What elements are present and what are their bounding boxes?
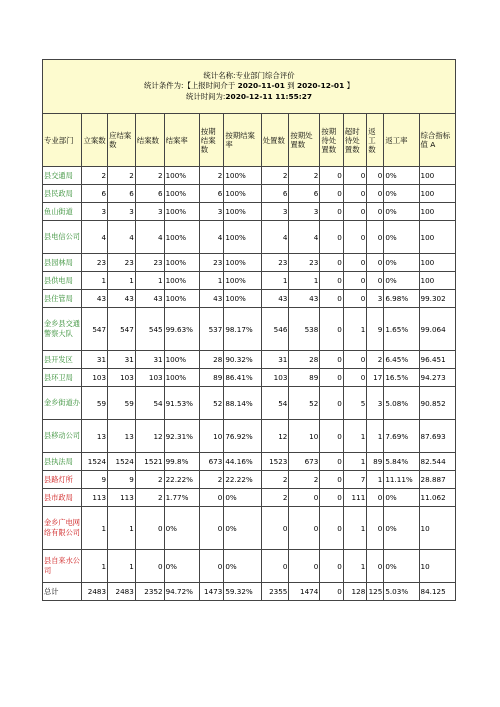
table-cell: 31 (135, 351, 164, 369)
column-header: 处置数 (261, 114, 289, 167)
column-header: 按期处置数 (289, 114, 320, 167)
table-cell: 100% (224, 185, 261, 203)
table-cell: 1523 (261, 453, 289, 471)
table-cell: 673 (199, 453, 224, 471)
table-cell: 546 (261, 308, 289, 351)
table-cell: 2 (261, 489, 289, 507)
table-cell: 1 (82, 272, 108, 290)
table-row (43, 290, 456, 308)
table-cell: 0 (343, 254, 366, 272)
column-header: 综合指标值 A (419, 114, 455, 167)
table-cell: 0 (289, 489, 320, 507)
column-header: 按期结案数 (199, 114, 224, 167)
table-cell: 128 (343, 583, 366, 601)
table-cell: 1 (367, 471, 384, 489)
table-cell: 3 (82, 203, 108, 221)
table-cell: 2 (135, 167, 164, 185)
table-cell: 54 (135, 387, 164, 420)
table-cell: 2483 (108, 583, 136, 601)
table-cell: 7.69% (384, 420, 419, 453)
table-cell: 0 (367, 272, 384, 290)
table-cell: 11.11% (384, 471, 419, 489)
table-cell: 43 (108, 290, 136, 308)
table-cell: 28.887 (419, 471, 455, 489)
table-cell: 28 (199, 351, 224, 369)
department-name: 县开发区 (43, 351, 82, 369)
department-name: 鱼山街道 (43, 203, 82, 221)
table-cell: 0 (343, 203, 366, 221)
table-cell: 100 (419, 221, 455, 254)
table-cell: 3 (367, 290, 384, 308)
table-cell: 6 (135, 185, 164, 203)
table-cell: 28 (289, 351, 320, 369)
report-title-block (43, 60, 456, 114)
table-cell: 31 (108, 351, 136, 369)
department-name: 县自来水公司 (43, 550, 82, 583)
table-cell: 100 (419, 203, 455, 221)
table-cell: 1 (343, 507, 366, 550)
table-cell: 59 (82, 387, 108, 420)
table-row (43, 453, 456, 471)
table-cell: 10 (419, 550, 455, 583)
table-cell: 1 (108, 550, 136, 583)
table-cell: 2 (135, 471, 164, 489)
department-name: 金乡县交通警察大队 (43, 308, 82, 351)
table-cell: 0 (320, 489, 343, 507)
table-row (43, 583, 456, 601)
table-cell: 1474 (289, 583, 320, 601)
table-cell: 2 (289, 471, 320, 489)
table-cell: 43 (261, 290, 289, 308)
table-cell: 0 (320, 351, 343, 369)
table-cell: 1 (261, 272, 289, 290)
table-cell: 100 (419, 254, 455, 272)
table-cell: 90.852 (419, 387, 455, 420)
table-cell: 100 (419, 272, 455, 290)
table-cell: 2 (367, 351, 384, 369)
table-cell: 1 (108, 507, 136, 550)
table-cell: 96.451 (419, 351, 455, 369)
table-cell: 52 (199, 387, 224, 420)
table-cell: 99.302 (419, 290, 455, 308)
table-cell: 0% (384, 221, 419, 254)
table-cell: 0 (320, 185, 343, 203)
table-cell: 100% (164, 351, 199, 369)
table-cell: 0 (367, 550, 384, 583)
condition-end-date: 2020-12-01 (296, 81, 345, 91)
table-cell: 6 (261, 185, 289, 203)
table-cell: 0 (367, 167, 384, 185)
table-cell: 1 (82, 507, 108, 550)
table-cell: 5.84% (384, 453, 419, 471)
table-cell: 0 (320, 453, 343, 471)
table-cell: 100% (224, 290, 261, 308)
table-cell: 0% (384, 550, 419, 583)
table-cell: 99.63% (164, 308, 199, 351)
department-name: 县民政局 (43, 185, 82, 203)
table-cell: 111 (343, 489, 366, 507)
table-cell: 3 (135, 203, 164, 221)
column-header: 专业部门 (43, 114, 82, 167)
table-cell: 0 (320, 369, 343, 387)
table-cell: 100 (419, 185, 455, 203)
column-header: 按期待处置数 (320, 114, 343, 167)
table-cell: 0 (343, 290, 366, 308)
table-cell: 0% (384, 203, 419, 221)
table-cell: 91.53% (164, 387, 199, 420)
table-cell: 2 (82, 167, 108, 185)
table-cell: 4 (108, 221, 136, 254)
table-cell: 0 (135, 507, 164, 550)
department-name: 金乡街道办 (43, 387, 82, 420)
table-cell: 0 (199, 550, 224, 583)
table-cell: 1 (82, 550, 108, 583)
table-cell: 0 (320, 254, 343, 272)
table-cell: 2 (261, 167, 289, 185)
table-cell: 0 (343, 221, 366, 254)
table-cell: 2483 (82, 583, 108, 601)
table-cell: 100% (164, 185, 199, 203)
table-cell: 0 (320, 550, 343, 583)
table-cell: 6 (199, 185, 224, 203)
table-cell: 103 (82, 369, 108, 387)
table-cell: 31 (82, 351, 108, 369)
table-cell: 537 (199, 308, 224, 351)
column-header: 返工率 (384, 114, 419, 167)
table-cell: 0 (343, 272, 366, 290)
table-cell: 89 (199, 369, 224, 387)
table-cell: 4 (199, 221, 224, 254)
table-cell: 2 (108, 167, 136, 185)
table-cell: 0 (320, 203, 343, 221)
table-cell: 0% (224, 550, 261, 583)
table-cell: 1 (343, 453, 366, 471)
table-row (43, 550, 456, 583)
column-header: 超时待处置数 (343, 114, 366, 167)
table-cell: 10 (419, 507, 455, 550)
table-cell: 0 (320, 308, 343, 351)
department-name: 金乡广电网络有限公司 (43, 507, 82, 550)
table-cell: 0 (199, 489, 224, 507)
table-cell: 13 (82, 420, 108, 453)
table-cell: 6 (289, 185, 320, 203)
report-time: 统计时间为:2020-12-11 11:55:27 (185, 91, 313, 101)
table-cell: 1524 (82, 453, 108, 471)
column-header: 立案数 (82, 114, 108, 167)
table-cell: 86.41% (224, 369, 261, 387)
table-cell: 2352 (135, 583, 164, 601)
table-cell: 43 (289, 290, 320, 308)
table-cell: 92.31% (164, 420, 199, 453)
table-row (43, 387, 456, 420)
table-cell: 103 (108, 369, 136, 387)
table-cell: 100% (164, 221, 199, 254)
table-cell: 3 (199, 203, 224, 221)
table-cell: 0 (320, 221, 343, 254)
table-cell: 0 (367, 507, 384, 550)
table-cell: 23 (82, 254, 108, 272)
table-cell: 1 (135, 272, 164, 290)
table-row (43, 369, 456, 387)
table-cell: 0 (289, 550, 320, 583)
table-cell: 1473 (199, 583, 224, 601)
table-cell: 84.125 (419, 583, 455, 601)
table-cell: 6 (108, 185, 136, 203)
department-name: 县园林局 (43, 254, 82, 272)
table-cell: 0% (384, 489, 419, 507)
table-cell: 6.45% (384, 351, 419, 369)
table-cell: 2 (135, 489, 164, 507)
table-cell: 23 (199, 254, 224, 272)
table-cell: 100 (419, 167, 455, 185)
table-cell: 89 (289, 369, 320, 387)
table-row (43, 308, 456, 351)
table-cell: 22.22% (224, 471, 261, 489)
table-cell: 0% (164, 550, 199, 583)
table-cell: 0 (343, 351, 366, 369)
table-cell: 43 (135, 290, 164, 308)
table-cell: 103 (261, 369, 289, 387)
table-cell: 99.064 (419, 308, 455, 351)
table-cell: 94.273 (419, 369, 455, 387)
table-cell: 0% (384, 272, 419, 290)
table-cell: 103 (135, 369, 164, 387)
table-row (43, 272, 456, 290)
table-row (43, 221, 456, 254)
table-body (43, 167, 456, 601)
table-cell: 23 (135, 254, 164, 272)
table-cell: 16.5% (384, 369, 419, 387)
table-cell: 98.17% (224, 308, 261, 351)
table-cell: 0 (343, 185, 366, 203)
table-cell: 1 (289, 272, 320, 290)
table-cell: 9 (108, 471, 136, 489)
table-row (43, 203, 456, 221)
table-cell: 10 (289, 420, 320, 453)
table-cell: 44.16% (224, 453, 261, 471)
table-cell: 9 (367, 308, 384, 351)
table-cell: 3 (261, 203, 289, 221)
table-cell: 6 (82, 185, 108, 203)
table-cell: 0 (367, 185, 384, 203)
table-cell: 5 (343, 387, 366, 420)
table-cell: 538 (289, 308, 320, 351)
table-cell: 0 (367, 254, 384, 272)
table-cell: 0% (224, 489, 261, 507)
table-cell: 1.77% (164, 489, 199, 507)
table-cell: 3 (367, 387, 384, 420)
table-cell: 545 (135, 308, 164, 351)
table-cell: 0% (384, 167, 419, 185)
table-cell: 0 (343, 167, 366, 185)
table-cell: 17 (367, 369, 384, 387)
table-cell: 99.8% (164, 453, 199, 471)
table-cell: 2 (199, 471, 224, 489)
department-name: 总计 (43, 583, 82, 601)
table-row (43, 185, 456, 203)
table-cell: 100% (164, 167, 199, 185)
table-cell: 6.98% (384, 290, 419, 308)
table-row (43, 489, 456, 507)
table-cell: 1 (367, 420, 384, 453)
table-cell: 0 (135, 550, 164, 583)
table-cell: 100% (164, 290, 199, 308)
table-cell: 100% (224, 167, 261, 185)
table-cell: 0 (367, 203, 384, 221)
table-cell: 4 (135, 221, 164, 254)
table-cell: 113 (108, 489, 136, 507)
table-cell: 4 (261, 221, 289, 254)
table-cell: 11.062 (419, 489, 455, 507)
table-cell: 23 (261, 254, 289, 272)
table-cell: 82.544 (419, 453, 455, 471)
table-row (43, 471, 456, 489)
column-header: 结案数 (135, 114, 164, 167)
column-header: 应结案数 (108, 114, 136, 167)
condition-start-date: 2020-11-01 (237, 81, 285, 91)
table-cell: 59 (108, 387, 136, 420)
table-cell: 54 (261, 387, 289, 420)
table-cell: 0 (320, 290, 343, 308)
table-cell: 5.08% (384, 387, 419, 420)
table-cell: 100% (164, 369, 199, 387)
table-cell: 43 (82, 290, 108, 308)
table-cell: 7 (343, 471, 366, 489)
table-cell: 0% (164, 507, 199, 550)
table-cell: 3 (108, 203, 136, 221)
table-cell: 0 (320, 583, 343, 601)
table-cell: 100% (224, 272, 261, 290)
table-cell: 87.693 (419, 420, 455, 453)
table-row (43, 420, 456, 453)
table-cell: 13 (108, 420, 136, 453)
table-cell: 1524 (108, 453, 136, 471)
column-header: 按期结案率 (224, 114, 261, 167)
table-cell: 673 (289, 453, 320, 471)
table-cell: 100% (224, 203, 261, 221)
department-name: 县移动公司 (43, 420, 82, 453)
table-cell: 0 (343, 369, 366, 387)
table-cell: 0 (320, 471, 343, 489)
table-row (43, 507, 456, 550)
table-cell: 0 (261, 507, 289, 550)
table-cell: 4 (289, 221, 320, 254)
table-cell: 88.14% (224, 387, 261, 420)
table-cell: 12 (261, 420, 289, 453)
table-cell: 9 (82, 471, 108, 489)
table-cell: 0 (199, 507, 224, 550)
table-cell: 547 (82, 308, 108, 351)
table-cell: 0 (320, 420, 343, 453)
table-cell: 0 (320, 167, 343, 185)
table-cell: 31 (261, 351, 289, 369)
table-cell: 23 (108, 254, 136, 272)
report-name: 统计名称:专业部门综合评价 (203, 70, 295, 80)
table-cell: 0 (261, 550, 289, 583)
table-cell: 0 (367, 221, 384, 254)
table-cell: 43 (199, 290, 224, 308)
table-cell: 0 (320, 507, 343, 550)
table-cell: 59.32% (224, 583, 261, 601)
table-cell: 0 (367, 489, 384, 507)
table-cell: 23 (289, 254, 320, 272)
table-cell: 1 (343, 420, 366, 453)
report-condition: 统计条件为:【上报时间介于 2020-11-01 到 2020-12-01 】 (144, 81, 354, 91)
table-cell: 76.92% (224, 420, 261, 453)
department-name: 县环卫局 (43, 369, 82, 387)
table-cell: 1 (343, 308, 366, 351)
table-cell: 100% (164, 254, 199, 272)
department-name: 县住管局 (43, 290, 82, 308)
table-cell: 0% (224, 507, 261, 550)
column-header: 返工数 (367, 114, 384, 167)
table-cell: 100% (164, 203, 199, 221)
table-cell: 2355 (261, 583, 289, 601)
table-cell: 547 (108, 308, 136, 351)
table-cell: 2 (261, 471, 289, 489)
column-header: 结案率 (164, 114, 199, 167)
table-row (43, 351, 456, 369)
department-name: 县供电局 (43, 272, 82, 290)
table-cell: 113 (82, 489, 108, 507)
department-name: 县交通局 (43, 167, 82, 185)
table-cell: 1521 (135, 453, 164, 471)
table-cell: 2 (199, 167, 224, 185)
table-cell: 90.32% (224, 351, 261, 369)
table-cell: 10 (199, 420, 224, 453)
table-cell: 52 (289, 387, 320, 420)
table-cell: 0% (384, 254, 419, 272)
table-cell: 94.72% (164, 583, 199, 601)
table-cell: 2 (289, 167, 320, 185)
table-cell: 1 (343, 550, 366, 583)
table-cell: 12 (135, 420, 164, 453)
table-cell: 89 (367, 453, 384, 471)
table-cell: 5.03% (384, 583, 419, 601)
table-cell: 125 (367, 583, 384, 601)
table-cell: 1 (108, 272, 136, 290)
table-row (43, 167, 456, 185)
table-cell: 0% (384, 507, 419, 550)
table-cell: 100% (164, 272, 199, 290)
table-cell: 100% (224, 221, 261, 254)
table-cell: 100% (224, 254, 261, 272)
table-cell: 0 (320, 272, 343, 290)
department-name: 县执法局 (43, 453, 82, 471)
table-cell: 0 (289, 507, 320, 550)
table-row (43, 254, 456, 272)
table-cell: 0% (384, 185, 419, 203)
header-row (43, 114, 456, 167)
table-cell: 3 (289, 203, 320, 221)
evaluation-table (42, 59, 456, 601)
table-cell: 1 (199, 272, 224, 290)
report-timestamp: 2020-12-11 11:55:27 (225, 91, 313, 101)
table-cell: 1.65% (384, 308, 419, 351)
department-name: 县市政局 (43, 489, 82, 507)
table-cell: 22.22% (164, 471, 199, 489)
table-cell: 4 (82, 221, 108, 254)
department-name: 县路灯所 (43, 471, 82, 489)
department-name: 县电信公司 (43, 221, 82, 254)
table-cell: 0 (320, 387, 343, 420)
